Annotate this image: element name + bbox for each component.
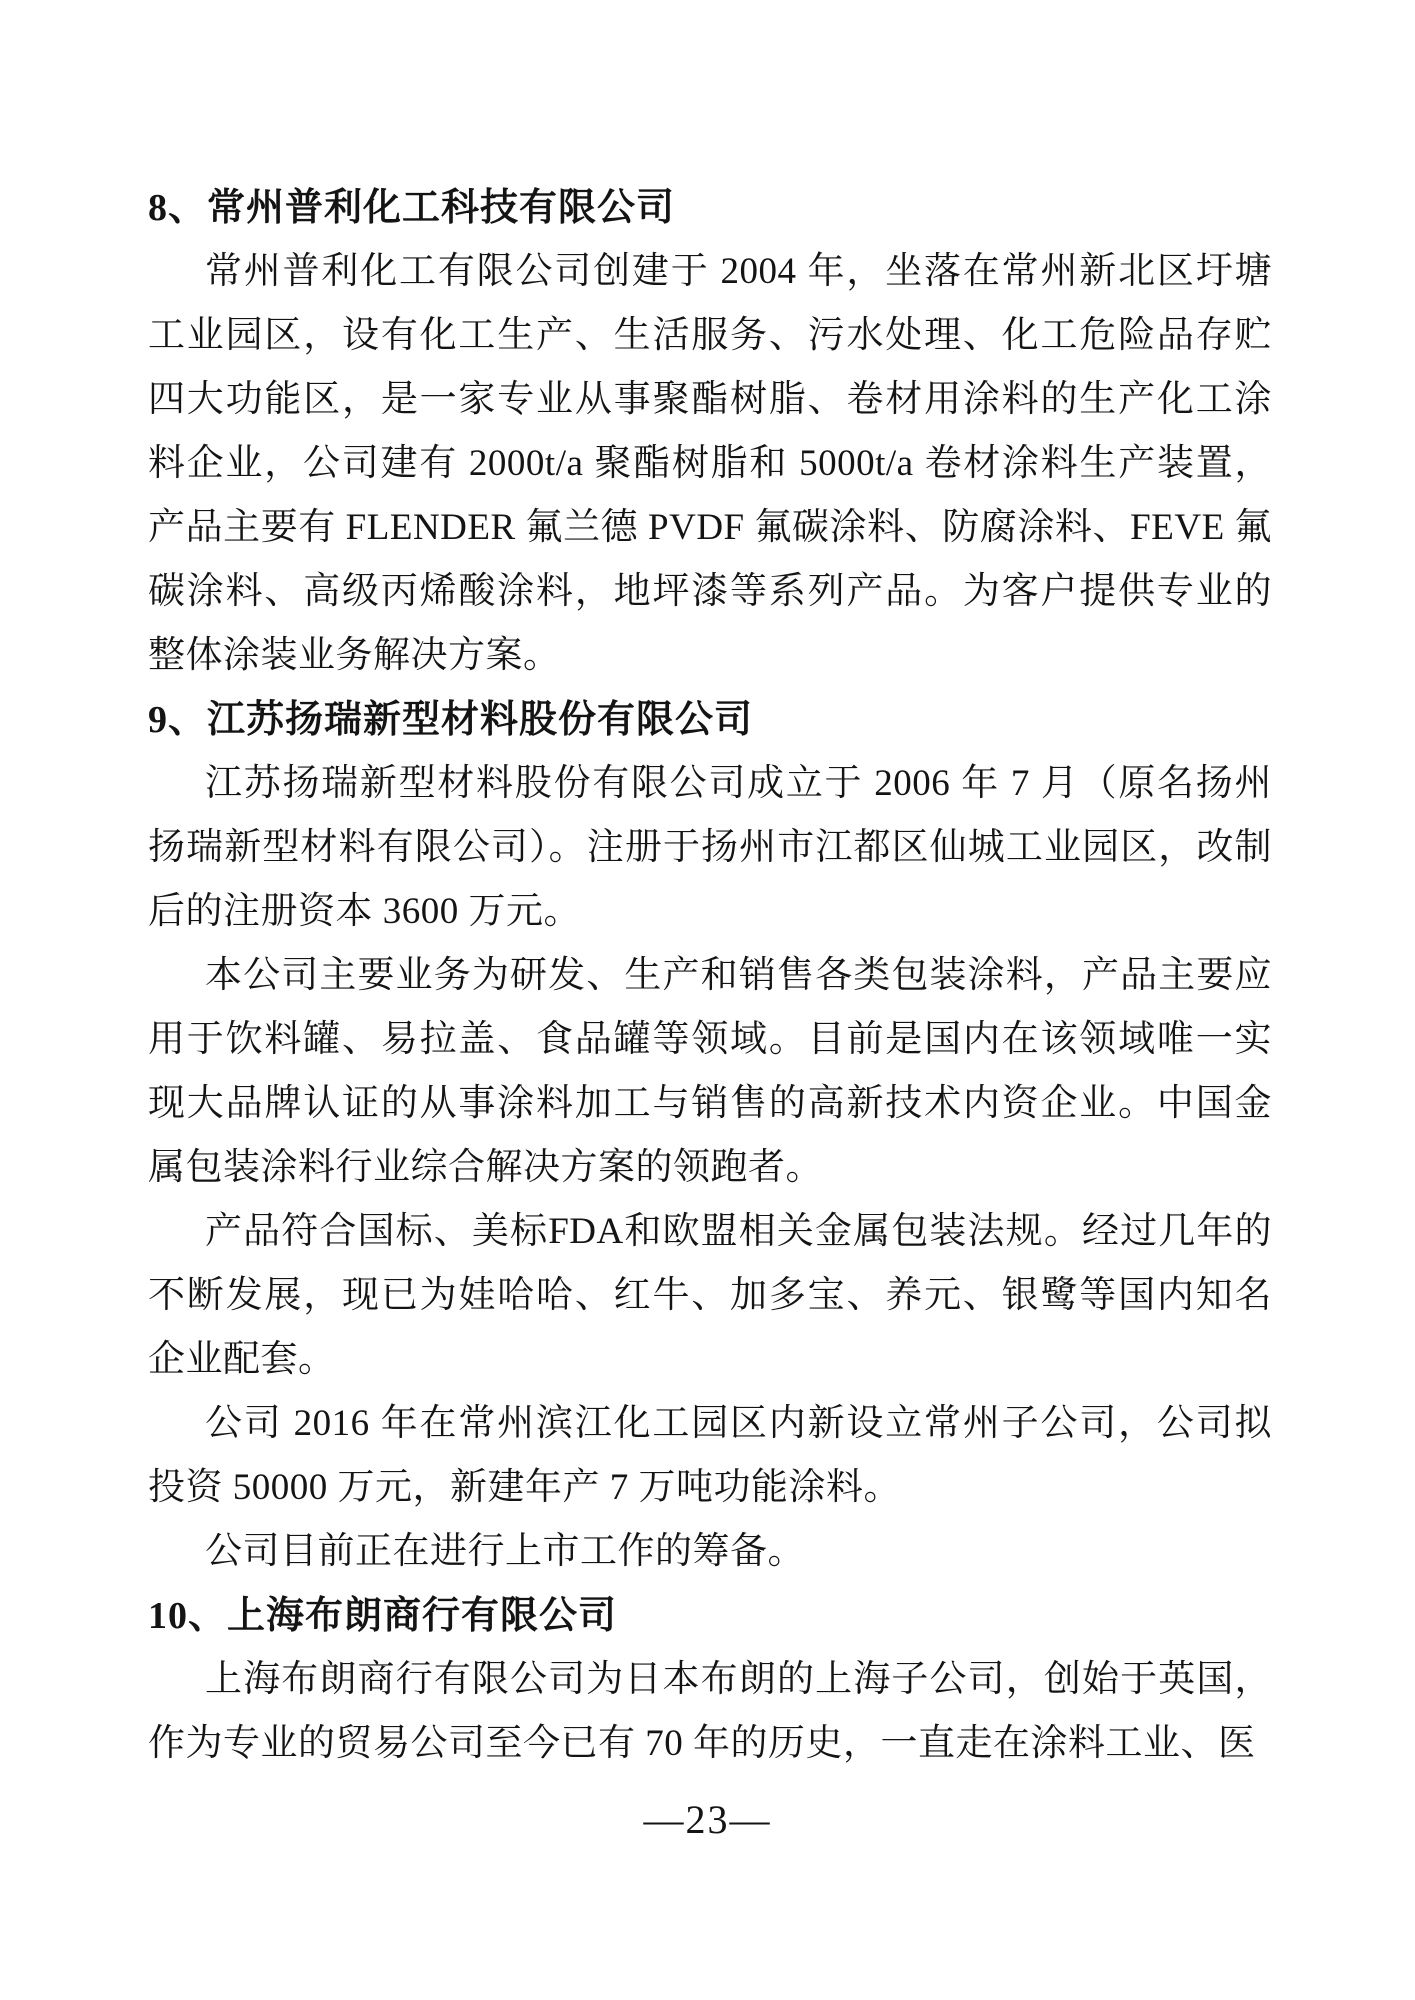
section-company-9	[148, 688, 1272, 1584]
paragraph: 江苏扬瑞新型材料股份有限公司成立于 2006 年 7 月（原名扬州扬瑞新型材料有限公司）。注册于扬州市江都区仙城工业园区，改制后的注册资本 3600 万元。	[148, 763, 1272, 932]
section-company-8	[148, 176, 1272, 688]
paragraph: 公司目前正在进行上市工作的筹备。	[205, 1531, 805, 1572]
paragraph: 本公司主要业务为研发、生产和销售各类包装涂料，产品主要应用于饮料罐、易拉盖、食品罐等领域。目前是国内在该领域唯一实现大品牌认证的从事涂料加工与销售的高新技术内资企业。中国金属包装涂料行业综合解决方案的领跑者。	[148, 955, 1272, 1188]
paragraph: 产品符合国标、美标FDA和欧盟相关金属包装法规。经过几年的不断发展，现已为娃哈哈、红牛、加多宝、养元、银鹭等国内知名企业配套。	[148, 1211, 1272, 1380]
section-heading: 10、上海布朗商行有限公司	[148, 1595, 618, 1637]
paragraph: 公司 2016 年在常州滨江化工园区内新设立常州子公司，公司拟投资 50000 万元，新建年产 7 万吨功能涂料。	[148, 1403, 1272, 1508]
section-heading: 9、江苏扬瑞新型材料股份有限公司	[148, 699, 754, 741]
section-heading: 8、常州普利化工科技有限公司	[148, 187, 676, 229]
paragraph: 常州普利化工有限公司创建于 2004 年，坐落在常州新北区圩塘工业园区，设有化工生产、生活服务、污水处理、化工危险品存贮四大功能区，是一家专业从事聚酯树脂、卷材用涂料的生产化工涂料企业，公司建有 2000t/a 聚酯树脂和 5000t/a 卷材涂料生产装置，产品主要有 FLENDER 氟兰德 PVDF 氟碳涂料、防腐涂料、FEVE 氟碳涂料、高级丙烯酸涂料，地坪漆等系列产品。为客户提供专业的整体涂装业务解决方案。	[148, 251, 1272, 676]
paragraph: 上海布朗商行有限公司为日本布朗的上海子公司，创始于英国，作为专业的贸易公司至今已有 70 年的历史，一直走在涂料工业、医	[148, 1659, 1272, 1764]
section-company-10	[148, 1584, 1272, 1776]
page-number: —23—	[643, 1797, 772, 1842]
